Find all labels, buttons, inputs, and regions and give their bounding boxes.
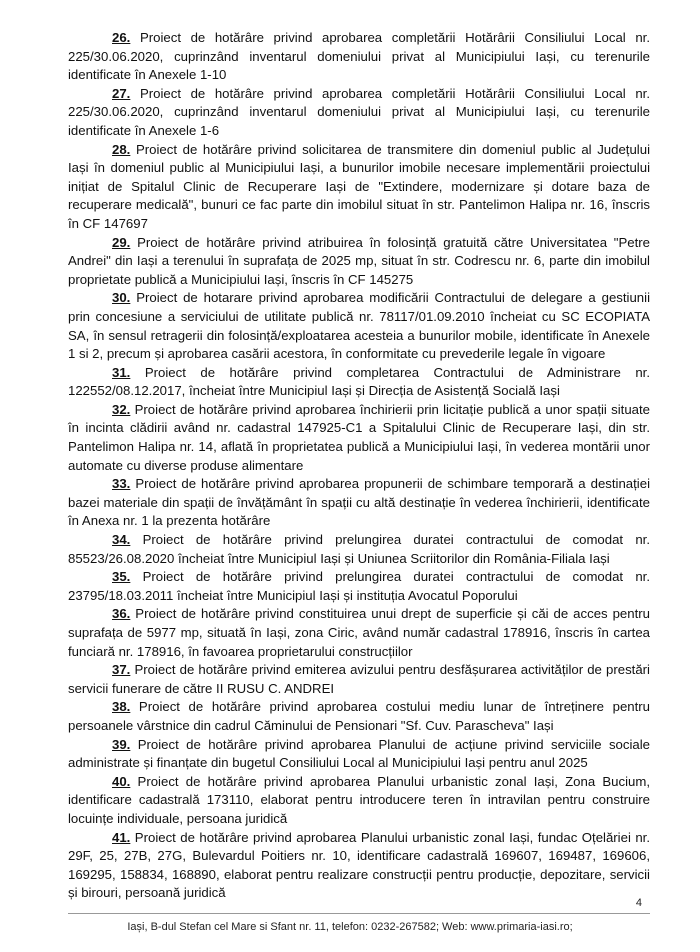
footer-divider (68, 913, 650, 914)
item-text: Proiect de hotărâre privind aprobarea completării Hotărârii Consiliului Local nr. 225/30.06.2020, cuprinzând inventarul domeniului privat al Municipiului Iași, cu terenurile identificate în Anexele 1-6 (68, 85, 650, 138)
item-number: 36. (112, 606, 131, 622)
item-number: 26. (112, 30, 131, 45)
item-text: Proiect de hotărâre privind prelungirea duratei contractului de comodat nr. 85523/26.08.2020 încheiat între Municipiul Iași și Uniunea Scriitorilor din România-Filiala Iași (68, 532, 650, 566)
item-text: Proiect de hotărâre privind prelungirea duratei contractului de comodat nr. 23795/18.03.2011 încheiat între Municipiul Iași și instituția Avocatul Poporului (68, 569, 650, 603)
agenda-item (68, 29, 650, 85)
item-text: Proiect de hotărâre privind atribuirea în folosință gratuită către Universitatea "Petre Andrei" din Iași a terenului în suprafața de 2025 mp, situat în str. Codrescu nr. 6, parte din imobilul proprietate publică a Municipiului Iași, înscris în CF 145275 (68, 234, 650, 287)
item-number: 35. (112, 569, 131, 585)
item-text: Proiect de hotărâre privind aprobarea închirierii prin licitație publică a unor spații situate în incinta clădirii având nr. cadastral 147925-C1 a Spitalului Clinic de Recuperare Iași, din str. Pantelimon Halipa nr. 14, aflată în proprietatea publică a Municipiului Iași, în vederea montării unor automate cu diverse produse alimentare (68, 401, 650, 473)
page-footer: Iași, B-dul Stefan cel Mare si Sfant nr. 11, telefon: 0232-267582; Web: www.primaria-iasi.ro; (127, 921, 573, 933)
agenda-item (68, 364, 650, 401)
agenda-item (68, 605, 650, 661)
item-text: Proiect de hotărâre privind constituirea unui drept de superficie și căi de acces pentru suprafața de 5977 mp, situată în Iași, zona Ciric, având număr cadastral 178916, înscris în cartea funciară nr. 178916, în favoarea proprietarului construcțiilor (68, 606, 650, 659)
agenda-item (68, 531, 650, 568)
agenda-item (68, 85, 650, 141)
item-number: 37. (112, 662, 131, 678)
item-number: 30. (112, 290, 131, 306)
item-text: Proiect de hotărâre privind aprobarea Planului urbanistic zonal Iași, Zona Bucium, identificare cadastrală 173110, elaborat pentru introducere teren în intravilan pentru construire locuințe individuale, persoana juridică (68, 773, 650, 826)
agenda-item (68, 698, 650, 735)
item-number: 31. (112, 364, 131, 380)
item-number: 28. (112, 141, 131, 157)
page-number: 4 (635, 897, 642, 909)
item-number: 27. (112, 85, 131, 101)
item-text: Proiect de hotărâre privind emiterea avizului pentru desfășurarea activităților de prestări servicii funerare de către II RUSU C. ANDREI (68, 662, 650, 696)
agenda-item (68, 234, 650, 290)
agenda-item (68, 568, 650, 605)
agenda-item (68, 401, 650, 475)
item-text: Proiect de hotărâre privind aprobarea propunerii de schimbare temporară a destinației bazei materiale din spații de învățământ în spații cu altă destinație în vederea închirierii, identificate în Anexa nr. 1 la prezenta hotărâre (68, 476, 650, 529)
item-text: Proiect de hotărâre privind aprobarea costului mediu lunar de întreținere pentru persoanele vârstnice din cadrul Căminului de Pensionari "Sf. Cuv. Parascheva" Iași (68, 699, 650, 733)
agenda-item (68, 661, 650, 698)
item-text: Proiect de hotărâre privind aprobarea Planului urbanistic zonal Iași, fundac Oțelăriei nr. 29F, 25, 27B, 27G, Bulevardul Poitiers nr. 10, identificare cadastrală 169607, 169487, 169606, 169295, 158834, 168890, elaborat pentru realizare construcții pentru producție, depozitare, servicii și birouri, persoană juridică (68, 829, 650, 901)
item-text: Proiect de hotărâre privind aprobarea Planului de acțiune privind serviciile sociale administrate și finanțate din bugetul Consiliului Local al Municipiului Iași pentru anul 2025 (68, 736, 650, 771)
item-number: 38. (112, 699, 131, 715)
item-number: 40. (112, 773, 131, 789)
item-text: Proiect de hotarare privind aprobarea modificării Contractului de delegare a gestiunii prin concesiune a serviciului de utilitate publică nr. 78117/01.09.2010 încheiat cu SC ECOPIATA SA, în sensul retragerii din folosință/exploatarea acesteia a bunurilor mobile, identificate în Anexele 1 si 2, precum și aprobarea casării acestora, în conformitate cu prevederile legale în vigoare (68, 290, 650, 362)
agenda-item (68, 475, 650, 531)
agenda-item (68, 773, 650, 829)
item-number: 39. (112, 736, 131, 752)
item-text: Proiect de hotărâre privind solicitarea de transmitere din domeniul public al Județului Iași în domeniul public al Municipiului Iași, a bunurilor imobile necesare implementării proiectului inițiat de Spitalul Clinic de Recuperare Iași de "Extindere, modernizare și dotare baza de recuperare medicală", bunuri ce fac parte din imobilul situat în str. Pantelimon Halipa nr. 16, înscris în CF 147697 (68, 141, 650, 231)
item-number: 34. (112, 532, 131, 548)
item-text: Proiect de hotărâre privind completarea Contractului de Administrare nr. 122552/08.12.2017, încheiat între Municipiul Iași și Direcția de Asistență Socială Iași (68, 364, 650, 399)
agenda-item (68, 736, 650, 773)
agenda-item (68, 141, 650, 234)
agenda-list (68, 29, 650, 903)
item-number: 32. (112, 401, 131, 417)
item-number: 29. (112, 234, 131, 250)
item-number: 41. (112, 829, 131, 845)
item-text: Proiect de hotărâre privind aprobarea completării Hotărârii Consiliului Local nr. 225/30.06.2020, cuprinzând inventarul domeniului privat al Municipiului Iași, cu terenurile identificate în Anexele 1-10 (68, 30, 650, 83)
item-number: 33. (112, 476, 131, 492)
agenda-item (68, 289, 650, 363)
agenda-item (68, 829, 650, 903)
